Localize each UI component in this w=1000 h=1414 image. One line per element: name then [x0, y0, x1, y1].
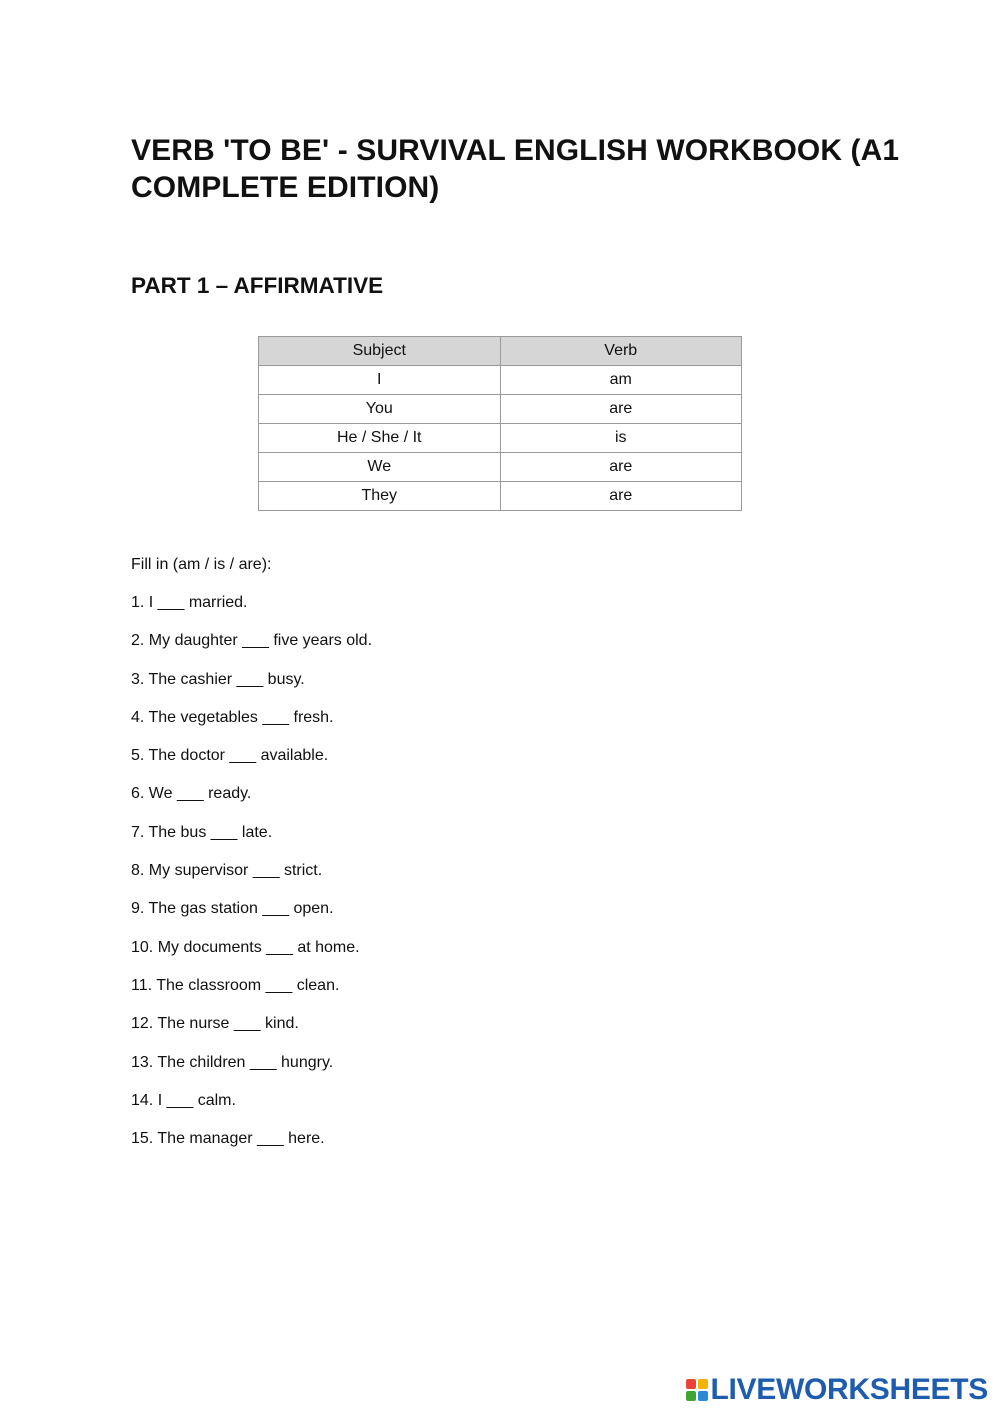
table-row — [259, 395, 742, 424]
table-cell-subject: I — [259, 366, 501, 395]
table-cell-subject: You — [259, 395, 501, 424]
section-heading-part-1: PART 1 – AFFIRMATIVE — [131, 273, 384, 298]
table-row — [259, 366, 742, 395]
exercise-item: 14. I ___ calm. — [131, 1091, 236, 1109]
exercise-item: 15. The manager ___ here. — [131, 1130, 325, 1148]
table-cell-subject: They — [259, 482, 501, 511]
table-cell-subject: We — [259, 453, 501, 482]
logo-square-icon — [686, 1391, 696, 1401]
verb-conjugation-table — [258, 336, 742, 511]
exercise-item: 7. The bus ___ late. — [131, 823, 273, 841]
exercise-item: 13. The children ___ hungry. — [131, 1053, 334, 1071]
exercise-item: 6. We ___ ready. — [131, 785, 252, 803]
table-cell-verb: is — [500, 424, 742, 453]
table-cell-verb: am — [500, 366, 742, 395]
logo-square-icon — [698, 1391, 708, 1401]
exercise-item: 12. The nurse ___ kind. — [131, 1015, 299, 1033]
exercise-item: 3. The cashier ___ busy. — [131, 670, 305, 688]
logo-square-icon — [686, 1379, 696, 1389]
exercise-item: 5. The doctor ___ available. — [131, 747, 329, 765]
table-row — [259, 424, 742, 453]
logo-square-icon — [698, 1379, 708, 1389]
exercise-item: 2. My daughter ___ five years old. — [131, 632, 373, 650]
liveworksheets-logo — [686, 1373, 989, 1407]
page-title: VERB 'TO BE' - SURVIVAL ENGLISH WORKBOOK (A1 COMPLETE EDITION) — [131, 134, 900, 204]
table-row — [259, 453, 742, 482]
exercise-item: 9. The gas station ___ open. — [131, 900, 334, 918]
table-header-subject: Subject — [259, 337, 501, 366]
exercise-item: 11. The classroom ___ clean. — [131, 976, 340, 994]
table-row — [259, 482, 742, 511]
exercise-instruction: Fill in (am / is / are): — [131, 556, 272, 573]
exercise-item: 8. My supervisor ___ strict. — [131, 862, 323, 880]
table-cell-subject: He / She / It — [259, 424, 501, 453]
table-cell-verb: are — [500, 453, 742, 482]
table-cell-verb: are — [500, 482, 742, 511]
exercise-item: 1. I ___ married. — [131, 594, 248, 611]
table-header-verb: Verb — [500, 337, 742, 366]
exercise-item: 10. My documents ___ at home. — [131, 938, 360, 956]
logo-text: LIVEWORKSHEETS — [710, 1373, 988, 1406]
liveworksheets-logo-icon — [686, 1379, 708, 1401]
table-header-row — [259, 337, 742, 366]
table-cell-verb: are — [500, 395, 742, 424]
exercise-item: 4. The vegetables ___ fresh. — [131, 708, 334, 726]
exercise-list — [131, 593, 372, 1167]
